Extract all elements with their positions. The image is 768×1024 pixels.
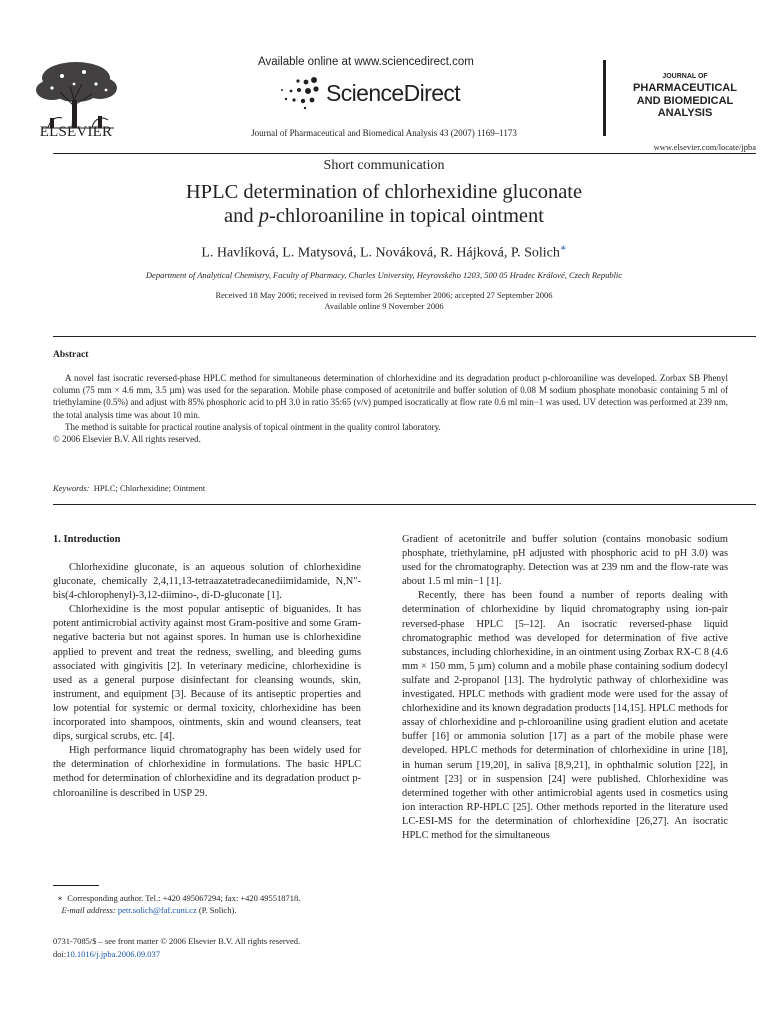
title-italic: p <box>258 205 269 227</box>
journal-logo-bar <box>603 60 606 136</box>
affiliation: Department of Analytical Chemistry, Faculty of Pharmacy, Charles University, Heyrovského 1203, 500 05 Hradec Králové, Czech Republic <box>145 270 623 280</box>
journal-logo-line: AND BIOMEDICAL <box>636 94 734 107</box>
journal-url[interactable]: www.elsevier.com/locate/jpba <box>653 142 756 152</box>
email-suffix: (P. Solich). <box>196 905 237 915</box>
corresponding-text: Corresponding author. Tel.: +420 495067294; fax: +420 495518718. <box>67 893 301 903</box>
journal-logo-line: PHARMACEUTICAL <box>633 82 737 94</box>
journal-logo-line: ANALYSIS <box>657 107 713 119</box>
sciencedirect-wordmark: ScienceDirect <box>326 79 461 106</box>
journal-logo-title <box>612 82 758 120</box>
body-paragraph: Chlorhexidine is the most popular antiseptic of biguanides. It has potent antimicrobial activity against most Gram-positive and some Gram-negative bacteria but not against spores. In human use is chlorhexidine applied to prevent and treat the redness, swelling, and bleeding gums associated with gingivitis [2]. In veterinary medicine, chlorhexidine is used as a general purpose disinfectant for cleansing wounds, skin, instrument, and equipment [3]. Because of its antiseptic properties and low potential for systemic or dermal toxicity, chlorhexidine has been incorporated into shampoos, ointments, skin and wound cleansers, teat dips, surgical scrubs, etc. [4]. <box>53 604 361 743</box>
sciencedirect-dots-icon <box>278 76 320 110</box>
journal-citation: Journal of Pharmaceutical and Biomedical Analysis 43 (2007) 1169–1173 <box>251 128 517 138</box>
keywords-list: HPLC; Chlorhexidine; Ointment <box>93 483 206 493</box>
issn-line: 0731-7085/$ – see front matter © 2006 Elsevier B.V. All rights reserved. <box>53 936 301 946</box>
email-line <box>53 904 363 916</box>
abstract-top-divider <box>53 336 756 337</box>
title-text: and <box>224 205 259 227</box>
journal-logo-small: JOURNAL OF <box>662 73 708 80</box>
body-paragraph: High performance liquid chromatography has been widely used for the determination of chlorhexidine in formulations. The basic HPLC method for determination of chlorhexidine and its degradation product p-chloroaniline is described in USP 29. <box>53 745 361 799</box>
article-type: Short communication <box>323 158 445 173</box>
section-heading-introduction: 1. Introduction <box>53 534 121 545</box>
received-dates: Received 18 May 2006; received in revised form 26 September 2006; accepted 27 September 2006 <box>215 290 553 300</box>
footnote-divider <box>53 885 99 886</box>
email-label: E-mail address: <box>61 905 116 915</box>
article-title <box>60 180 708 228</box>
abstract-bottom-divider <box>53 504 756 505</box>
corresponding-author-note <box>53 892 363 904</box>
corresponding-footnote <box>53 892 363 916</box>
available-online-text: Available online at www.sciencedirect.com <box>258 56 474 68</box>
body-paragraph: Recently, there has been found a number of reports dealing with determination of chlorhexidine by liquid chromatography using ion-pair reversed-phase HPLC [5–12]. An isocratic reversed-phase liquid chromatographic method was developed for determination of five active substances, including chlorhexidine, in an ointment using Zorbax RX-C 8 (4.6 mm × 150 mm, 5 µm) column and a mobile phase containing sodium dodecyl sulfate and 2-propanol [13]. The hydrolytic pathway of chlorhexidine was investigated. HPLC methods with gradient mode were used for the assay of chlorhexidine and its known degradation products [14,15]. HPLC methods for assay of chlorhexidine and p-chloroaniline using gradient elution and acetate buffer [16] or ammonia solution [17] as a part of the mobile phase were developed. HPLC methods for determination of chlorhexidine in urine [18], in human serum [19,20], in saliva [8,9,21], in ophthalmic solution [22], in ointment [23] or in suspension [24] were published. Chlorhexidine was determined together with other antimicrobial agents used in cosmetics using ion interaction RP-HPLC [25]. Other methods reported in the literature used LC-ESI-MS for the determination of chlorhexidine [26,27]. An isocratic HPLC method for the simultaneous <box>402 590 728 841</box>
email-link[interactable]: petr.solich@faf.cuni.cz <box>117 905 197 915</box>
footnote-mark: ∗ <box>57 893 64 903</box>
abstract-copyright: © 2006 Elsevier B.V. All rights reserved. <box>53 434 201 445</box>
doi-line <box>53 948 413 961</box>
header-divider <box>53 153 756 154</box>
available-date: Available online 9 November 2006 <box>324 301 444 311</box>
title-line-2 <box>60 204 708 228</box>
keywords <box>53 483 205 493</box>
issn-doi-block <box>53 935 413 960</box>
abstract-heading: Abstract <box>53 350 89 360</box>
author-list: L. Havlíková, L. Matysová, L. Nováková, R. Hájková, P. Solich <box>201 245 560 261</box>
title-line-1: HPLC determination of chlorhexidine gluconate <box>185 181 583 203</box>
left-column <box>53 561 361 801</box>
abstract-paragraph-1: A novel fast isocratic reversed-phase HPLC method for simultaneous determination of chlorhexidine and its degradation product p-chloroaniline was developed. Zorbax SB Phenyl column (75 mm × 4.6 mm, 3.5 µm) was used for the separation. Mobile phase composed of acetonitrile and buffer solution of 0.08 M sodium phosphate monobasic containing 5 ml of triethylamine (0.5%) and adjust with 85% phosphoric acid to pH 3.0 in ratio 35:65 (v/v) pumped isocratically at flow rate 0.6 ml min−1 was used. UV detection was performed at 239 nm, the total analysis time was about 10 min. <box>53 373 728 420</box>
keywords-label: Keywords: <box>53 483 90 493</box>
abstract-paragraph-2: The method is suitable for practical routine analysis of topical ointment in the quality control laboratory. <box>65 421 441 432</box>
corresponding-author-link[interactable]: ∗ <box>559 243 567 254</box>
article-dates <box>60 290 708 312</box>
abstract-body <box>53 372 728 445</box>
doi-label: doi: <box>53 948 67 959</box>
right-column <box>402 533 728 843</box>
body-paragraph: Gradient of acetonitrile and buffer solution (contains monobasic sodium phosphate, triethylamine, pH adjusted with phosphoric acid to pH 3.0) was used for the chromatography. Detection was at 239 nm and the flow-rate was about 1.5 ml min−1 [1]. <box>402 534 728 588</box>
body-paragraph: Chlorhexidine gluconate, is an aqueous solution of chlorhexidine gluconate, chemically 2,4,11,13-tetraazatetradecanediimidamide, N,N″-bis(4-chlorophenyl)-3,12-diimino-, di-D-gluconate [1]. <box>53 562 361 602</box>
sciencedirect-logo <box>278 76 460 110</box>
title-text: -chloroaniline in topical ointment <box>269 205 544 227</box>
publisher-name: ELSEVIER <box>39 124 113 140</box>
authors <box>0 243 768 262</box>
doi-link[interactable]: 10.1016/j.jpba.2006.09.037 <box>66 948 160 959</box>
